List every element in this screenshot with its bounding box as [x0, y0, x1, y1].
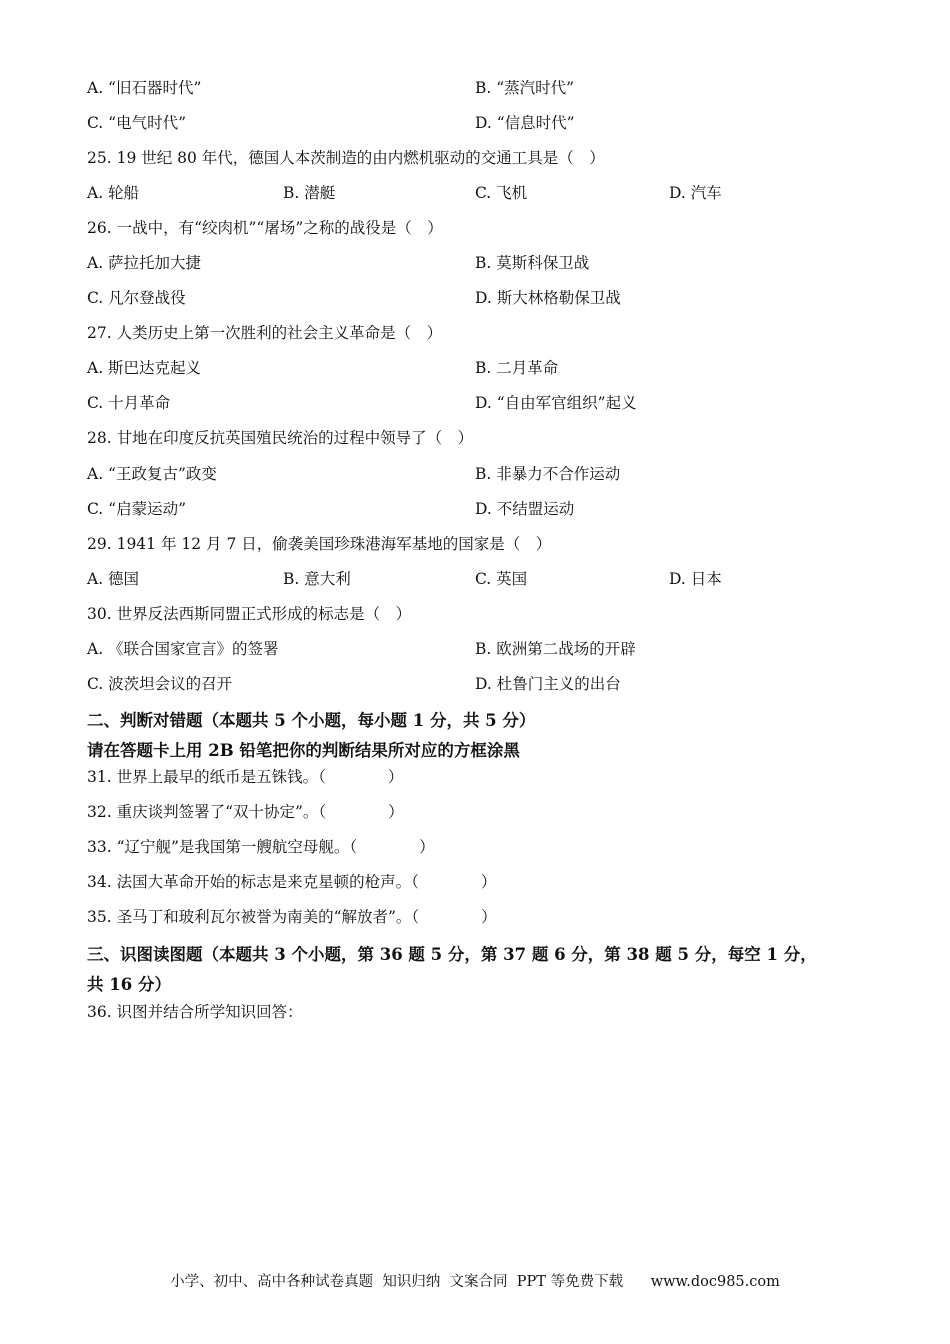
section2-title: 二、判断对错题（本题共 5 个小题，每小题 1 分，共 5 分） — [87, 711, 536, 730]
tf-question-31: 31. 世界上最早的纸币是五铢钱。（ ） — [87, 768, 404, 786]
q26-option-b: B. 莫斯科保卫战 — [475, 254, 590, 272]
q36-stem: 36. 识图并结合所学知识回答： — [87, 1003, 303, 1021]
tf-question-34: 34. 法国大革命开始的标志是来克星顿的枪声。（ ） — [87, 873, 497, 891]
q30-option-b: B. 欧洲第二战场的开辟 — [475, 640, 636, 658]
q30-stem: 30. 世界反法西斯同盟正式形成的标志是（ ） — [87, 605, 412, 623]
section2-instruction: 请在答题卡上用 2B 铅笔把你的判断结果所对应的方框涂黑 — [87, 741, 520, 760]
q28-option-b: B. 非暴力不合作运动 — [475, 465, 621, 483]
q30-option-a: A. 《联合国家宣言》的签署 — [87, 640, 279, 658]
section3-title-line2: 共 16 分） — [87, 975, 171, 994]
q27-stem: 27. 人类历史上第一次胜利的社会主义革命是（ ） — [87, 324, 443, 342]
q26-stem: 26. 一战中，有“绞肉机”“屠场”之称的战役是（ ） — [87, 219, 443, 237]
q26-option-a: A. 萨拉托加大捷 — [87, 254, 202, 272]
q29-stem: 29. 1941 年 12 月 7 日，偷袭美国珍珠港海军基地的国家是（ ） — [87, 535, 552, 553]
q27-option-b: B. 二月革命 — [475, 359, 559, 377]
section3-title-line1: 三、识图读图题（本题共 3 个小题，第 36 题 5 分，第 37 题 6 分，第 38 题 5 分，每空 1 分， — [87, 945, 817, 964]
q28-option-a: A. “王政复古”政变 — [87, 465, 217, 483]
q25-option-a: A. 轮船 — [87, 184, 140, 202]
q26-option-d: D. 斯大林格勒保卫战 — [475, 289, 621, 307]
q25-option-b: B. 潜艇 — [283, 184, 336, 202]
q28-option-d: D. 不结盟运动 — [475, 500, 575, 518]
page-footer: 小学、初中、高中各种试卷真题 知识归纳 文案合同 PPT 等免费下载 www.doc985.com — [170, 1274, 780, 1290]
tf-question-32: 32. 重庆谈判签署了“双十协定”。（ ） — [87, 803, 404, 821]
q29-option-d: D. 日本 — [669, 570, 722, 588]
q25-option-c: C. 飞机 — [475, 184, 528, 202]
q26-option-c: C. 凡尔登战役 — [87, 289, 186, 307]
q24-option-c: C. “电气时代” — [87, 114, 187, 132]
q30-option-d: D. 杜鲁门主义的出台 — [475, 675, 621, 693]
q24-option-d: D. “信息时代” — [475, 114, 575, 132]
q28-option-c: C. “启蒙运动” — [87, 500, 187, 518]
tf-question-35: 35. 圣马丁和玻利瓦尔被誉为南美的“解放者”。（ ） — [87, 908, 497, 926]
q28-stem: 28. 甘地在印度反抗英国殖民统治的过程中领导了（ ） — [87, 429, 474, 447]
q25-stem: 25. 19 世纪 80 年代，德国人本茨制造的由内燃机驱动的交通工具是（ ） — [87, 149, 605, 167]
q27-option-a: A. 斯巴达克起义 — [87, 359, 202, 377]
q25-option-d: D. 汽车 — [669, 184, 722, 202]
q24-option-a: A. “旧石器时代” — [87, 79, 202, 97]
q27-option-c: C. 十月革命 — [87, 394, 171, 412]
q24-option-b: B. “蒸汽时代” — [475, 79, 575, 97]
q27-option-d: D. “自由军官组织”起义 — [475, 394, 637, 412]
q29-option-c: C. 英国 — [475, 570, 528, 588]
tf-question-33: 33. “辽宁舰”是我国第一艘航空母舰。（ ） — [87, 838, 435, 856]
q30-option-c: C. 波茨坦会议的召开 — [87, 675, 233, 693]
q29-option-a: A. 德国 — [87, 570, 140, 588]
q29-option-b: B. 意大利 — [283, 570, 351, 588]
